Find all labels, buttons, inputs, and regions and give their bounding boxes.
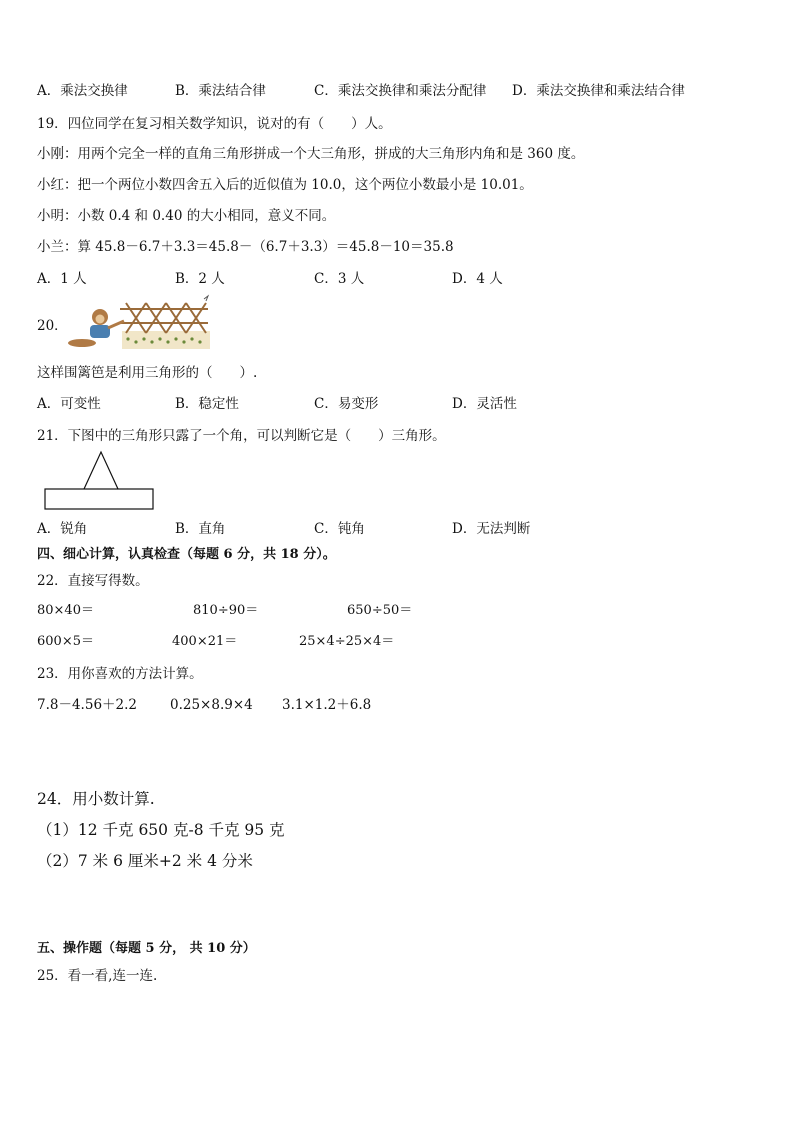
q19-line-xiaolan: 小兰：算 45.8－6.7＋3.3＝45.8－（6.7＋3.3）＝45.8－10＝35.8 (37, 239, 454, 255)
q20-option-c: C．易变形 (314, 396, 379, 412)
q24-item-2: （2）7 米 6 厘米+2 米 4 分米 (37, 852, 253, 870)
q22-item: 400×21＝ (172, 634, 238, 649)
q23-item: 0.25×8.9×4 (170, 697, 253, 713)
q21-option-d: D．无法判断 (452, 521, 531, 537)
q23-item: 7.8－4.56＋2.2 (37, 697, 137, 713)
q22-stem: 22．直接写得数。 (37, 573, 149, 589)
q19-stem: 19．四位同学在复习相关数学知识，说对的有（ ）人。 (37, 116, 392, 132)
q21-option-a: A．锐角 (37, 521, 88, 537)
q19-line-xiaoming: 小明：小数 0.4 和 0.40 的大小相同，意义不同。 (37, 208, 336, 224)
q23-item: 3.1×1.2＋6.8 (282, 697, 372, 713)
q20-number: 20． (37, 318, 68, 334)
fence-illustration (60, 293, 212, 353)
q20-option-d: D．灵活性 (452, 396, 517, 412)
q20-option-a: A．可变性 (37, 396, 101, 412)
q23-stem: 23．用你喜欢的方法计算。 (37, 666, 203, 682)
q19-line-xiaogang: 小刚：用两个完全一样的直角三角形拼成一个大三角形，拼成的大三角形内角和是 360 度。 (37, 146, 585, 162)
q19-option-a: A．1 人 (37, 271, 87, 287)
q22-item: 25×4÷25×4＝ (299, 634, 395, 649)
q24-stem: 24．用小数计算. (37, 790, 155, 808)
q19-option-c: C．3 人 (314, 271, 365, 287)
q22-item: 600×5＝ (37, 634, 94, 649)
q19-option-b: B．2 人 (175, 271, 225, 287)
q25-stem: 25．看一看,连一连. (37, 968, 158, 984)
q18-option-d: D．乘法交换律和乘法结合律 (512, 83, 685, 99)
q22-item: 80×40＝ (37, 603, 94, 618)
q18-option-b: B．乘法结合律 (175, 83, 266, 99)
q21-option-b: B．直角 (175, 521, 226, 537)
q21-stem: 21．下图中的三角形只露了一个角，可以判断它是（ ）三角形。 (37, 428, 446, 444)
section-4-heading: 四、细心计算，认真检查（每题 6 分，共 18 分）。 (37, 547, 336, 562)
q20-stem: 这样围篱笆是利用三角形的（ ）. (37, 365, 258, 381)
q19-line-xiaohong: 小红：把一个两位小数四舍五入后的近似值为 10.0，这个两位小数最小是 10.01。 (37, 177, 533, 193)
hidden-triangle-figure (44, 449, 156, 513)
q18-option-c: C．乘法交换律和乘法分配律 (314, 83, 487, 99)
q22-item: 650÷50＝ (347, 603, 413, 618)
q21-option-c: C．钝角 (314, 521, 365, 537)
q18-option-a: A．乘法交换律 (37, 83, 128, 99)
section-5-heading: 五、操作题（每题 5 分， 共 10 分） (37, 941, 256, 956)
q19-option-d: D．4 人 (452, 271, 503, 287)
q20-option-b: B．稳定性 (175, 396, 239, 412)
q24-item-1: （1）12 千克 650 克-8 千克 95 克 (37, 821, 285, 839)
q22-item: 810÷90＝ (193, 603, 259, 618)
